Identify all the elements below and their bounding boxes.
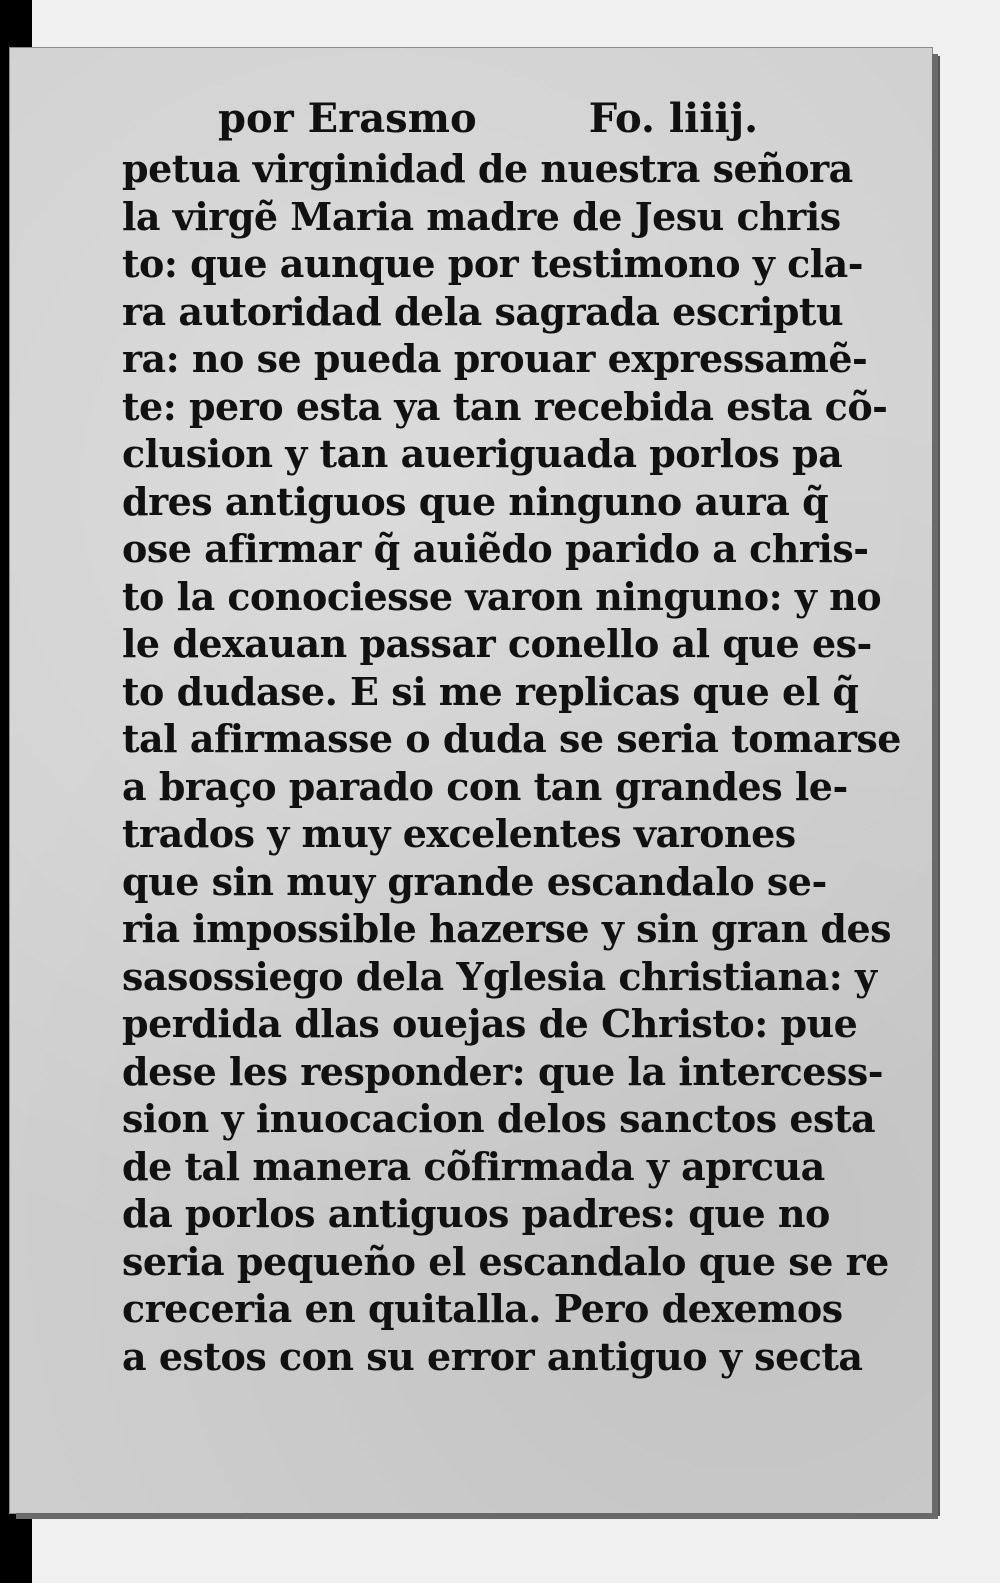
text-line: ose afirmar q̃ auiẽdo parido a chris- <box>122 526 869 571</box>
text-line: que sin muy grande escandalo se- <box>122 858 827 904</box>
text-line: a estos con su error antiguo y secta <box>122 1333 863 1379</box>
text-line: a braço parado con tan grandes le- <box>122 763 848 809</box>
body-text <box>122 145 901 1380</box>
text-line: petua virginidad de nuestra señora <box>122 146 853 191</box>
running-head-title: por Erasmo <box>218 95 477 142</box>
text-line: sasossiego dela Yglesia christiana: y <box>122 953 877 999</box>
text-line: da porlos antiguos padres: que no <box>122 1191 830 1236</box>
text-line: to: que aunque por testimono y cla- <box>122 241 864 286</box>
text-line: seria pequeño el escandalo que se re <box>122 1238 889 1284</box>
text-line: dres antiguos que ninguno aura q̃ <box>122 478 829 524</box>
text-line: ria impossible hazerse y sin gran des <box>122 906 892 951</box>
text-line: te: pero esta ya tan recebida esta cõ- <box>122 383 888 429</box>
running-header <box>218 95 758 145</box>
text-line: tal afirmasse o duda se seria tomarse <box>122 716 901 761</box>
text-line: sion y inuocacion delos sanctos esta <box>122 1096 876 1141</box>
text-line: ra: no se pueda prouar expressamẽ- <box>122 336 868 381</box>
text-line: creceria en quitalla. Pero dexemos <box>122 1286 843 1331</box>
text-line: to dudase. E si me replicas que el q̃ <box>122 668 859 714</box>
text-line: trados y muy excelentes varones <box>122 811 796 856</box>
folio-number: Fo. liiij. <box>588 95 758 142</box>
text-line: dese les responder: que la intercess- <box>122 1048 884 1094</box>
text-line: le dexauan passar conello al que es- <box>122 621 872 666</box>
text-line: de tal manera cõfirmada y aprcua <box>122 1143 825 1189</box>
text-line: perdida dlas ouejas de Christo: pue <box>122 1001 858 1046</box>
text-line: to la conociesse varon ninguno: y no <box>122 573 882 619</box>
text-line: la virgẽ Maria madre de Jesu chris <box>122 193 841 239</box>
text-line: clusion y tan aueriguada porlos pa <box>122 431 843 476</box>
text-line: ra autoridad dela sagrada escriptu <box>122 288 844 334</box>
